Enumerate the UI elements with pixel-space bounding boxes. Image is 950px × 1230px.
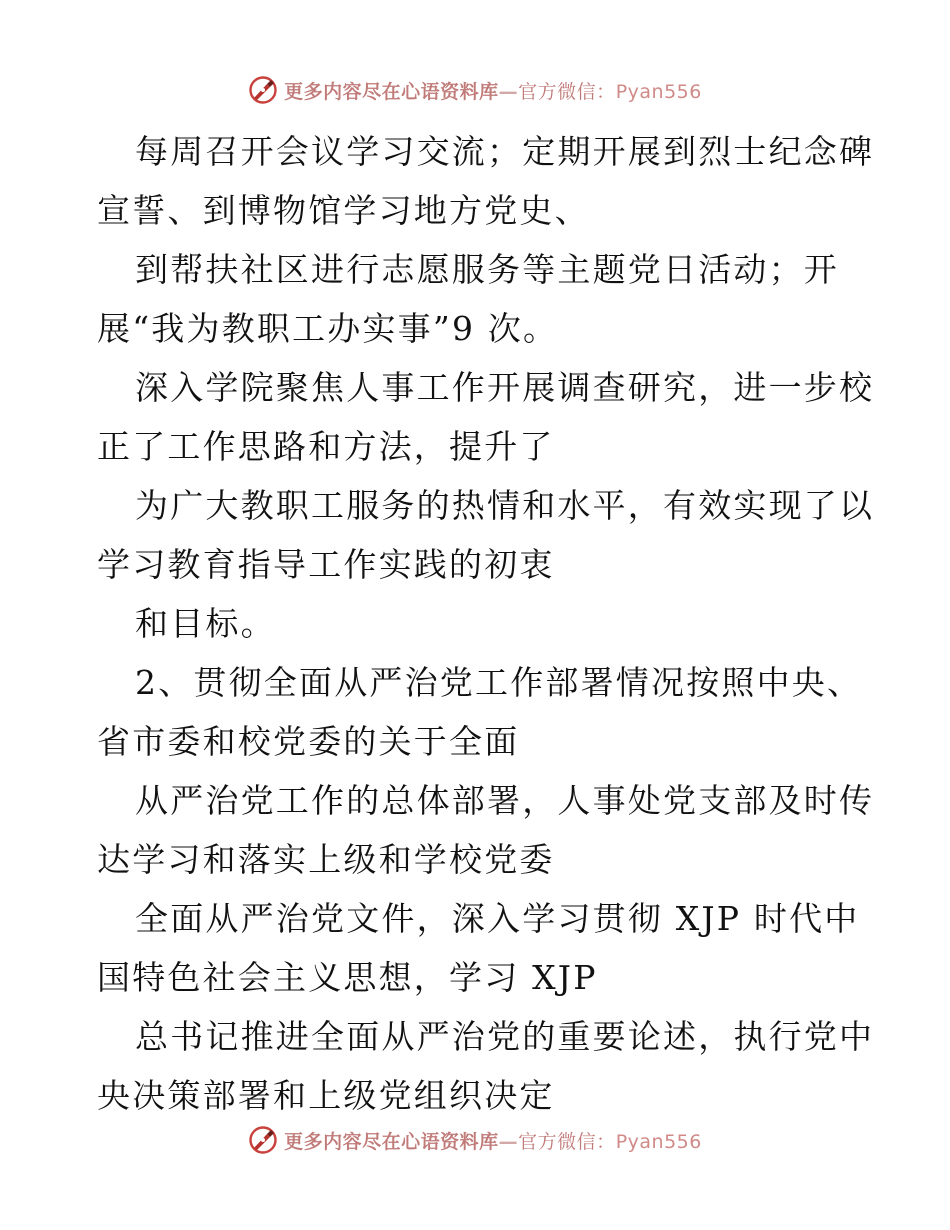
- text-line: 深入学院聚焦人事工作开展调查研究，进一步校: [135, 368, 875, 407]
- text-line: 展“我为教职工办实事”9 次。: [97, 309, 559, 348]
- text-line: 从严治党工作的总体部署，人事处党支部及时传: [135, 781, 875, 820]
- pen-logo-icon: [248, 1125, 278, 1155]
- pen-logo-icon: [248, 75, 278, 105]
- text-line: 为广大教职工服务的热情和水平，有效实现了以: [135, 486, 875, 525]
- text-line: 到帮扶社区进行志愿服务等主题党日活动；开: [135, 250, 839, 289]
- watermark-separator: —: [498, 1130, 519, 1153]
- text-line: 达学习和落实上级和学校党委: [97, 840, 555, 879]
- text-line: 总书记推进全面从严治党的重要论述，执行党中: [135, 1017, 875, 1056]
- text-line: 央决策部署和上级党组织决定: [97, 1076, 555, 1115]
- watermark-site-text: 更多内容尽在心语资料库: [284, 1130, 499, 1153]
- document-body: [97, 122, 875, 1125]
- text-line: 省市委和校党委的关于全面: [97, 722, 520, 761]
- watermark-site-text: 更多内容尽在心语资料库: [284, 80, 499, 103]
- watermark-wechat-label: 官方微信：: [518, 80, 616, 103]
- text-line: 宣誓、到博物馆学习地方党史、: [97, 191, 590, 230]
- text-line: 国特色社会主义思想，学习 XJP: [97, 958, 598, 997]
- watermark-wechat-id: Pyan556: [615, 80, 702, 103]
- text-line: 和目标。: [135, 604, 276, 643]
- watermark-separator: —: [498, 80, 519, 103]
- text-line: 全面从严治党文件，深入学习贯彻 XJP 时代中: [135, 899, 860, 938]
- watermark-wechat-label: 官方微信：: [518, 1130, 616, 1153]
- text-line: 学习教育指导工作实践的初衷: [97, 545, 555, 584]
- footer-watermark: [0, 1120, 950, 1160]
- text-line: 每周召开会议学习交流；定期开展到烈士纪念碑: [135, 132, 875, 171]
- header-watermark: [0, 70, 950, 110]
- text-line: 2、贯彻全面从严治党工作部署情况按照中央、: [135, 663, 863, 702]
- text-line: 正了工作思路和方法，提升了: [97, 427, 555, 466]
- watermark-wechat-id: Pyan556: [615, 1130, 702, 1153]
